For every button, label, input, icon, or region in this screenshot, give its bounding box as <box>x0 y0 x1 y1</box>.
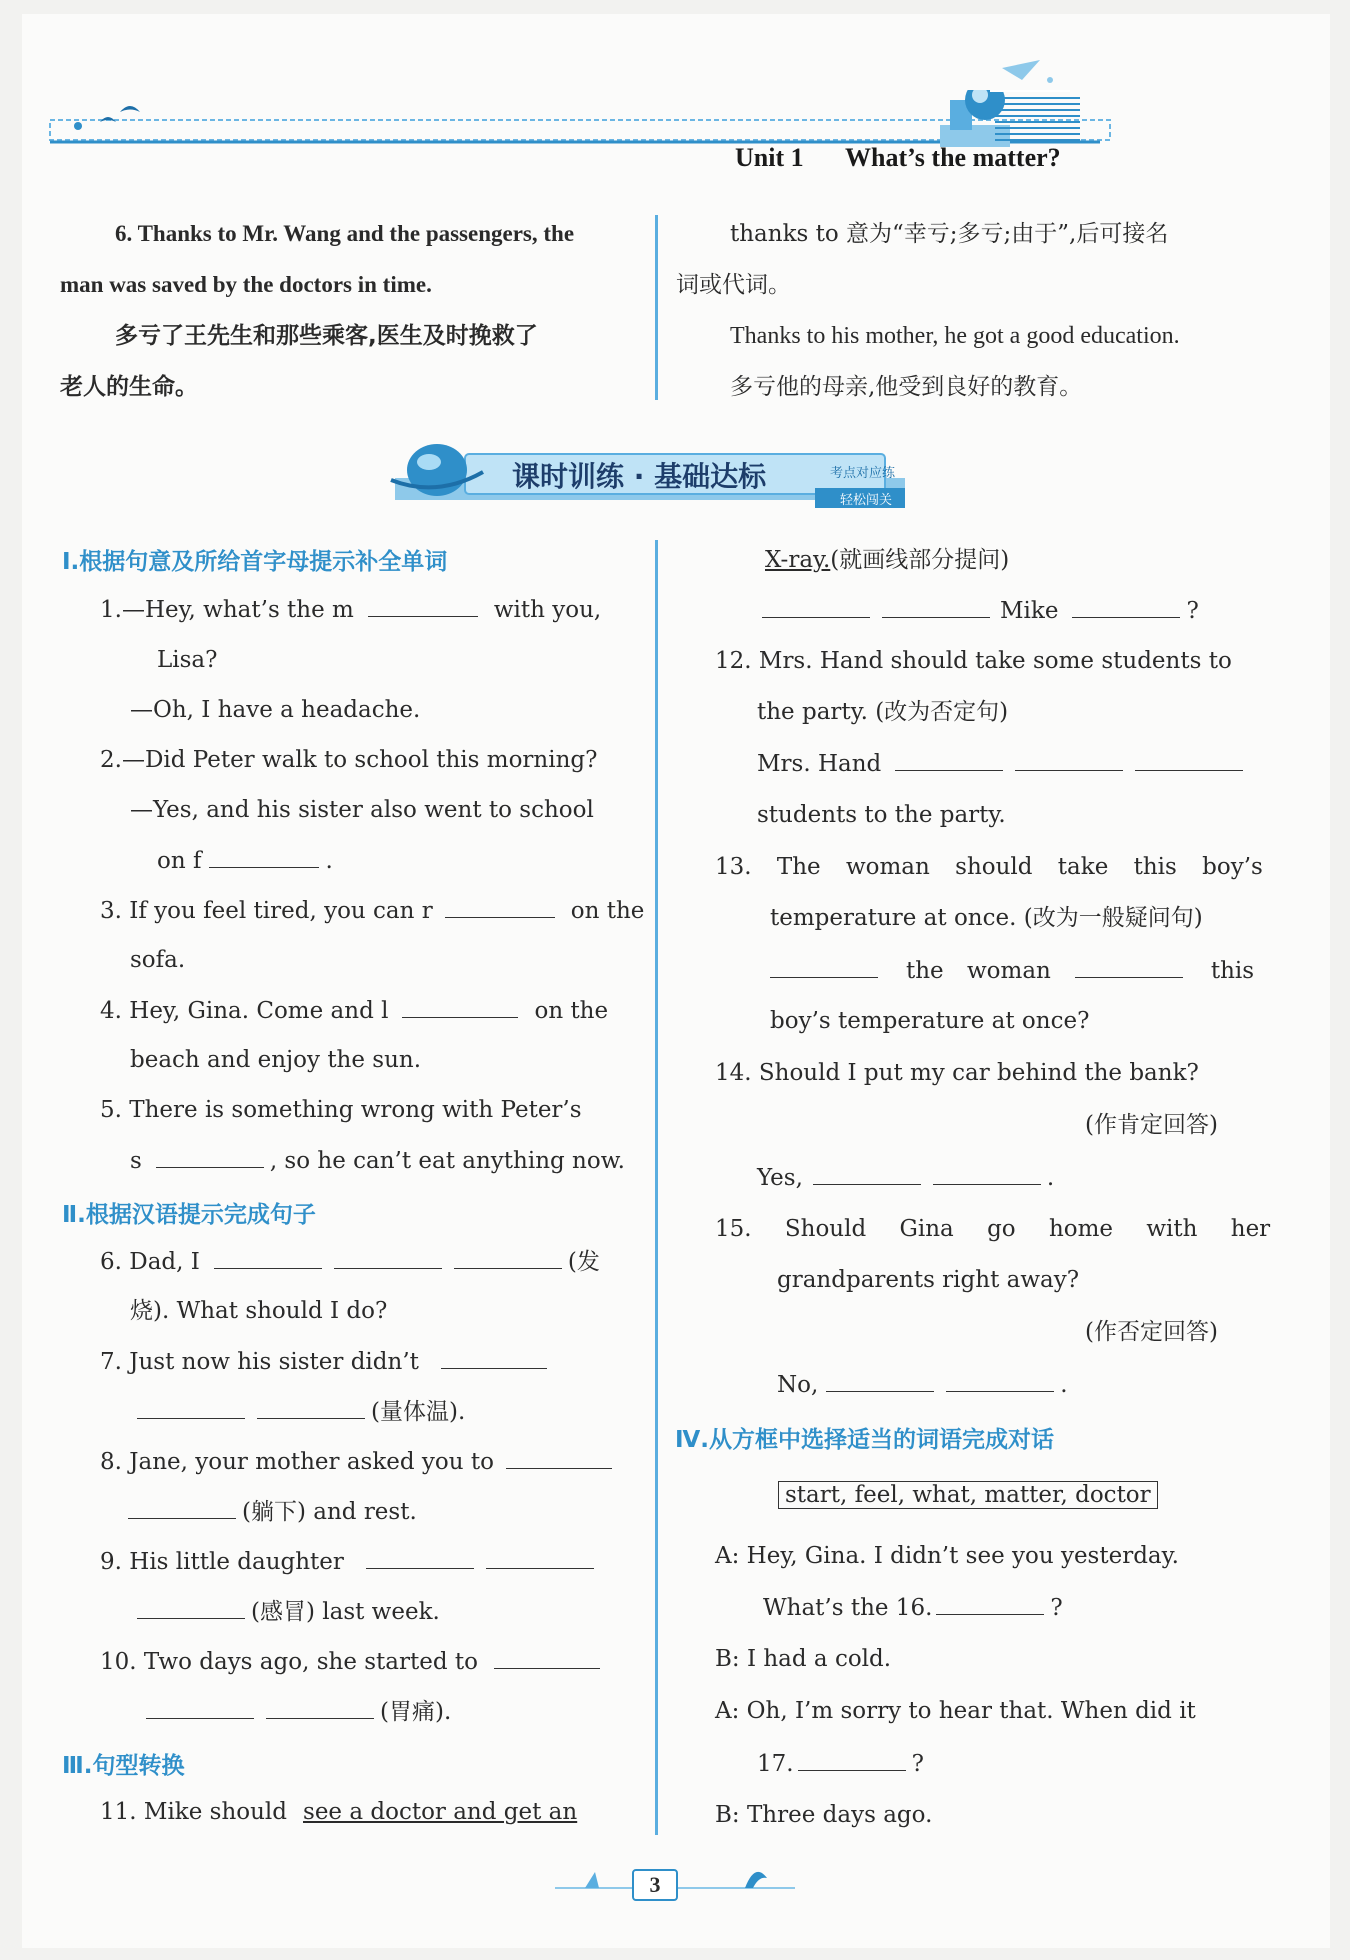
question-13-text: this <box>1210 958 1255 984</box>
note-line: 词或代词。 <box>676 272 791 298</box>
answer-blank[interactable] <box>454 1246 562 1269</box>
question-13-text: boy’s temperature at once? <box>770 1008 1090 1034</box>
answer-blank[interactable] <box>1072 595 1180 618</box>
question-4-text: 4. Hey, Gina. Come and l <box>100 998 389 1024</box>
question-4-text: beach and enjoy the sun. <box>130 1047 422 1073</box>
question-12-text: Mrs. Hand <box>757 751 882 777</box>
question-15-instruction: (作否定回答) <box>1085 1319 1218 1345</box>
question-14-text: Yes, <box>757 1165 803 1191</box>
question-9-text: 9. His little daughter <box>100 1549 344 1575</box>
answer-blank[interactable] <box>445 895 555 918</box>
underlined-phrase: X-ray. <box>765 547 831 573</box>
question-8-text: (躺下) and rest. <box>242 1499 417 1525</box>
dialogue-line: 17. <box>757 1751 794 1777</box>
question-1-text: with you, <box>493 597 602 623</box>
example-translation: 多亏他的母亲,他受到良好的教育。 <box>730 374 1083 400</box>
section-heading-3: Ⅲ.句型转换 <box>62 1753 185 1779</box>
answer-blank[interactable] <box>770 955 878 978</box>
word-bank: start, feel, what, matter, doctor <box>778 1481 1158 1509</box>
answer-blank[interactable] <box>826 1369 934 1392</box>
question-2-text: on f <box>157 848 202 874</box>
question-11-instruction: (就画线部分提问) <box>830 547 1010 573</box>
note-line: thanks to 意为“幸亏;多亏;由于”,后可接名 <box>730 221 1169 247</box>
question-15-text: No, <box>777 1372 819 1398</box>
dialogue-line: B: Three days ago. <box>715 1802 933 1828</box>
answer-blank[interactable] <box>946 1369 1054 1392</box>
question-13-text: 13. The woman should take this boy’s <box>715 854 1263 880</box>
answer-blank[interactable] <box>441 1346 547 1369</box>
question-2-text: 2.—Did Peter walk to school this morning? <box>100 747 598 773</box>
answer-blank[interactable] <box>209 845 319 868</box>
question-12-text: 12. Mrs. Hand should take some students to <box>715 648 1232 674</box>
question-11-text: Mike <box>1000 598 1059 624</box>
answer-blank[interactable] <box>936 1592 1044 1615</box>
answer-blank[interactable] <box>882 595 990 618</box>
answer-blank[interactable] <box>137 1596 245 1619</box>
underlined-phrase: see a doctor and get an <box>303 1799 578 1825</box>
banner-tag: 轻松闯关 <box>840 493 893 508</box>
answer-blank[interactable] <box>128 1496 236 1519</box>
question-14-text: 14. Should I put my car behind the bank? <box>715 1060 1199 1086</box>
question-5-text: s <box>130 1148 142 1174</box>
answer-blank[interactable] <box>368 594 478 617</box>
explain-sentence-cont: man was saved by the doctors in time. <box>60 272 432 297</box>
answer-blank[interactable] <box>798 1748 906 1771</box>
explain-translation-cont: 老人的生命。 <box>60 374 198 400</box>
question-1-text: 1.—Hey, what’s the m <box>100 597 354 623</box>
question-10-text: (胃痛). <box>380 1699 452 1725</box>
question-6-text: (发 <box>567 1249 600 1275</box>
question-3-text: sofa. <box>130 947 186 973</box>
question-15-text: grandparents right away? <box>777 1267 1080 1293</box>
answer-blank[interactable] <box>506 1446 612 1469</box>
question-10-text: 10. Two days ago, she started to <box>100 1649 478 1675</box>
unit-label: Unit 1 <box>735 143 804 172</box>
answer-blank[interactable] <box>257 1396 365 1419</box>
explain-sentence: 6. Thanks to Mr. Wang and the passengers, the <box>115 221 575 246</box>
question-13-text: temperature at once. (改为一般疑问句) <box>770 905 1203 931</box>
section-heading-1: Ⅰ.根据句意及所给首字母提示补全单词 <box>62 549 448 575</box>
section-heading-4: Ⅳ.从方框中选择适当的词语完成对话 <box>675 1427 1055 1453</box>
example-sentence: Thanks to his mother, he got a good education. <box>730 323 1180 349</box>
answer-blank[interactable] <box>214 1246 322 1269</box>
paper-plane-icon <box>1000 58 1060 88</box>
question-5-text: , so he can’t eat anything now. <box>269 1148 625 1174</box>
answer-blank[interactable] <box>895 748 1003 771</box>
column-divider <box>655 540 658 1835</box>
question-12-text: students to the party. <box>757 802 1006 828</box>
answer-blank[interactable] <box>813 1162 921 1185</box>
question-8-text: 8. Jane, your mother asked you to <box>100 1449 494 1475</box>
dialogue-line: What’s the 16. <box>763 1595 933 1621</box>
section-heading-2: Ⅱ.根据汉语提示完成句子 <box>62 1202 316 1228</box>
question-7-text: 7. Just now his sister didn’t <box>100 1349 419 1375</box>
answer-blank[interactable] <box>146 1696 254 1719</box>
question-2-reply: —Yes, and his sister also went to school <box>130 797 594 823</box>
page-number: 3 <box>649 1872 661 1897</box>
answer-blank[interactable] <box>933 1162 1041 1185</box>
question-9-text: (感冒) last week. <box>251 1599 440 1625</box>
question-3-text: on the <box>570 898 645 924</box>
dialogue-line: B: I had a cold. <box>715 1646 892 1672</box>
question-13-text: the woman <box>906 958 1051 984</box>
answer-blank[interactable] <box>366 1546 474 1569</box>
question-5-text: 5. There is something wrong with Peter’s <box>100 1097 582 1123</box>
question-1-reply: —Oh, I have a headache. <box>130 697 421 723</box>
explain-translation: 多亏了王先生和那些乘客,医生及时挽救了 <box>115 323 538 349</box>
answer-blank[interactable] <box>1135 748 1243 771</box>
dialogue-line: A: Oh, I’m sorry to hear that. When did it <box>715 1698 1196 1724</box>
answer-blank[interactable] <box>156 1145 264 1168</box>
question-11-text: 11. Mike should <box>100 1799 288 1825</box>
answer-blank[interactable] <box>494 1646 600 1669</box>
question-1-text: Lisa? <box>157 647 218 673</box>
question-15-text: 15. Should Gina go home with her <box>715 1216 1271 1242</box>
answer-blank[interactable] <box>137 1396 245 1419</box>
answer-blank[interactable] <box>486 1546 594 1569</box>
column-divider-top <box>655 215 658 400</box>
answer-blank[interactable] <box>266 1696 374 1719</box>
banner-title: 课时训练 · 基础达标 <box>512 460 767 493</box>
unit-title: What’s the matter? <box>845 143 1061 172</box>
question-12-text: the party. (改为否定句) <box>757 699 1009 725</box>
header-decoration <box>40 90 1340 160</box>
answer-blank[interactable] <box>334 1246 442 1269</box>
dialogue-line: A: Hey, Gina. I didn’t see you yesterday. <box>715 1543 1179 1569</box>
question-3-text: 3. If you feel tired, you can r <box>100 898 433 924</box>
question-14-instruction: (作肯定回答) <box>1085 1112 1218 1138</box>
question-6-text: 6. Dad, I <box>100 1249 200 1275</box>
answer-blank[interactable] <box>1075 955 1183 978</box>
banner-tag: 考点对应练 <box>830 466 896 481</box>
answer-blank[interactable] <box>762 595 870 618</box>
question-4-text: on the <box>534 998 609 1024</box>
question-7-text: (量体温). <box>371 1399 466 1425</box>
question-6-text: 烧). What should I do? <box>130 1298 388 1324</box>
answer-blank[interactable] <box>402 995 518 1018</box>
answer-blank[interactable] <box>1015 748 1123 771</box>
